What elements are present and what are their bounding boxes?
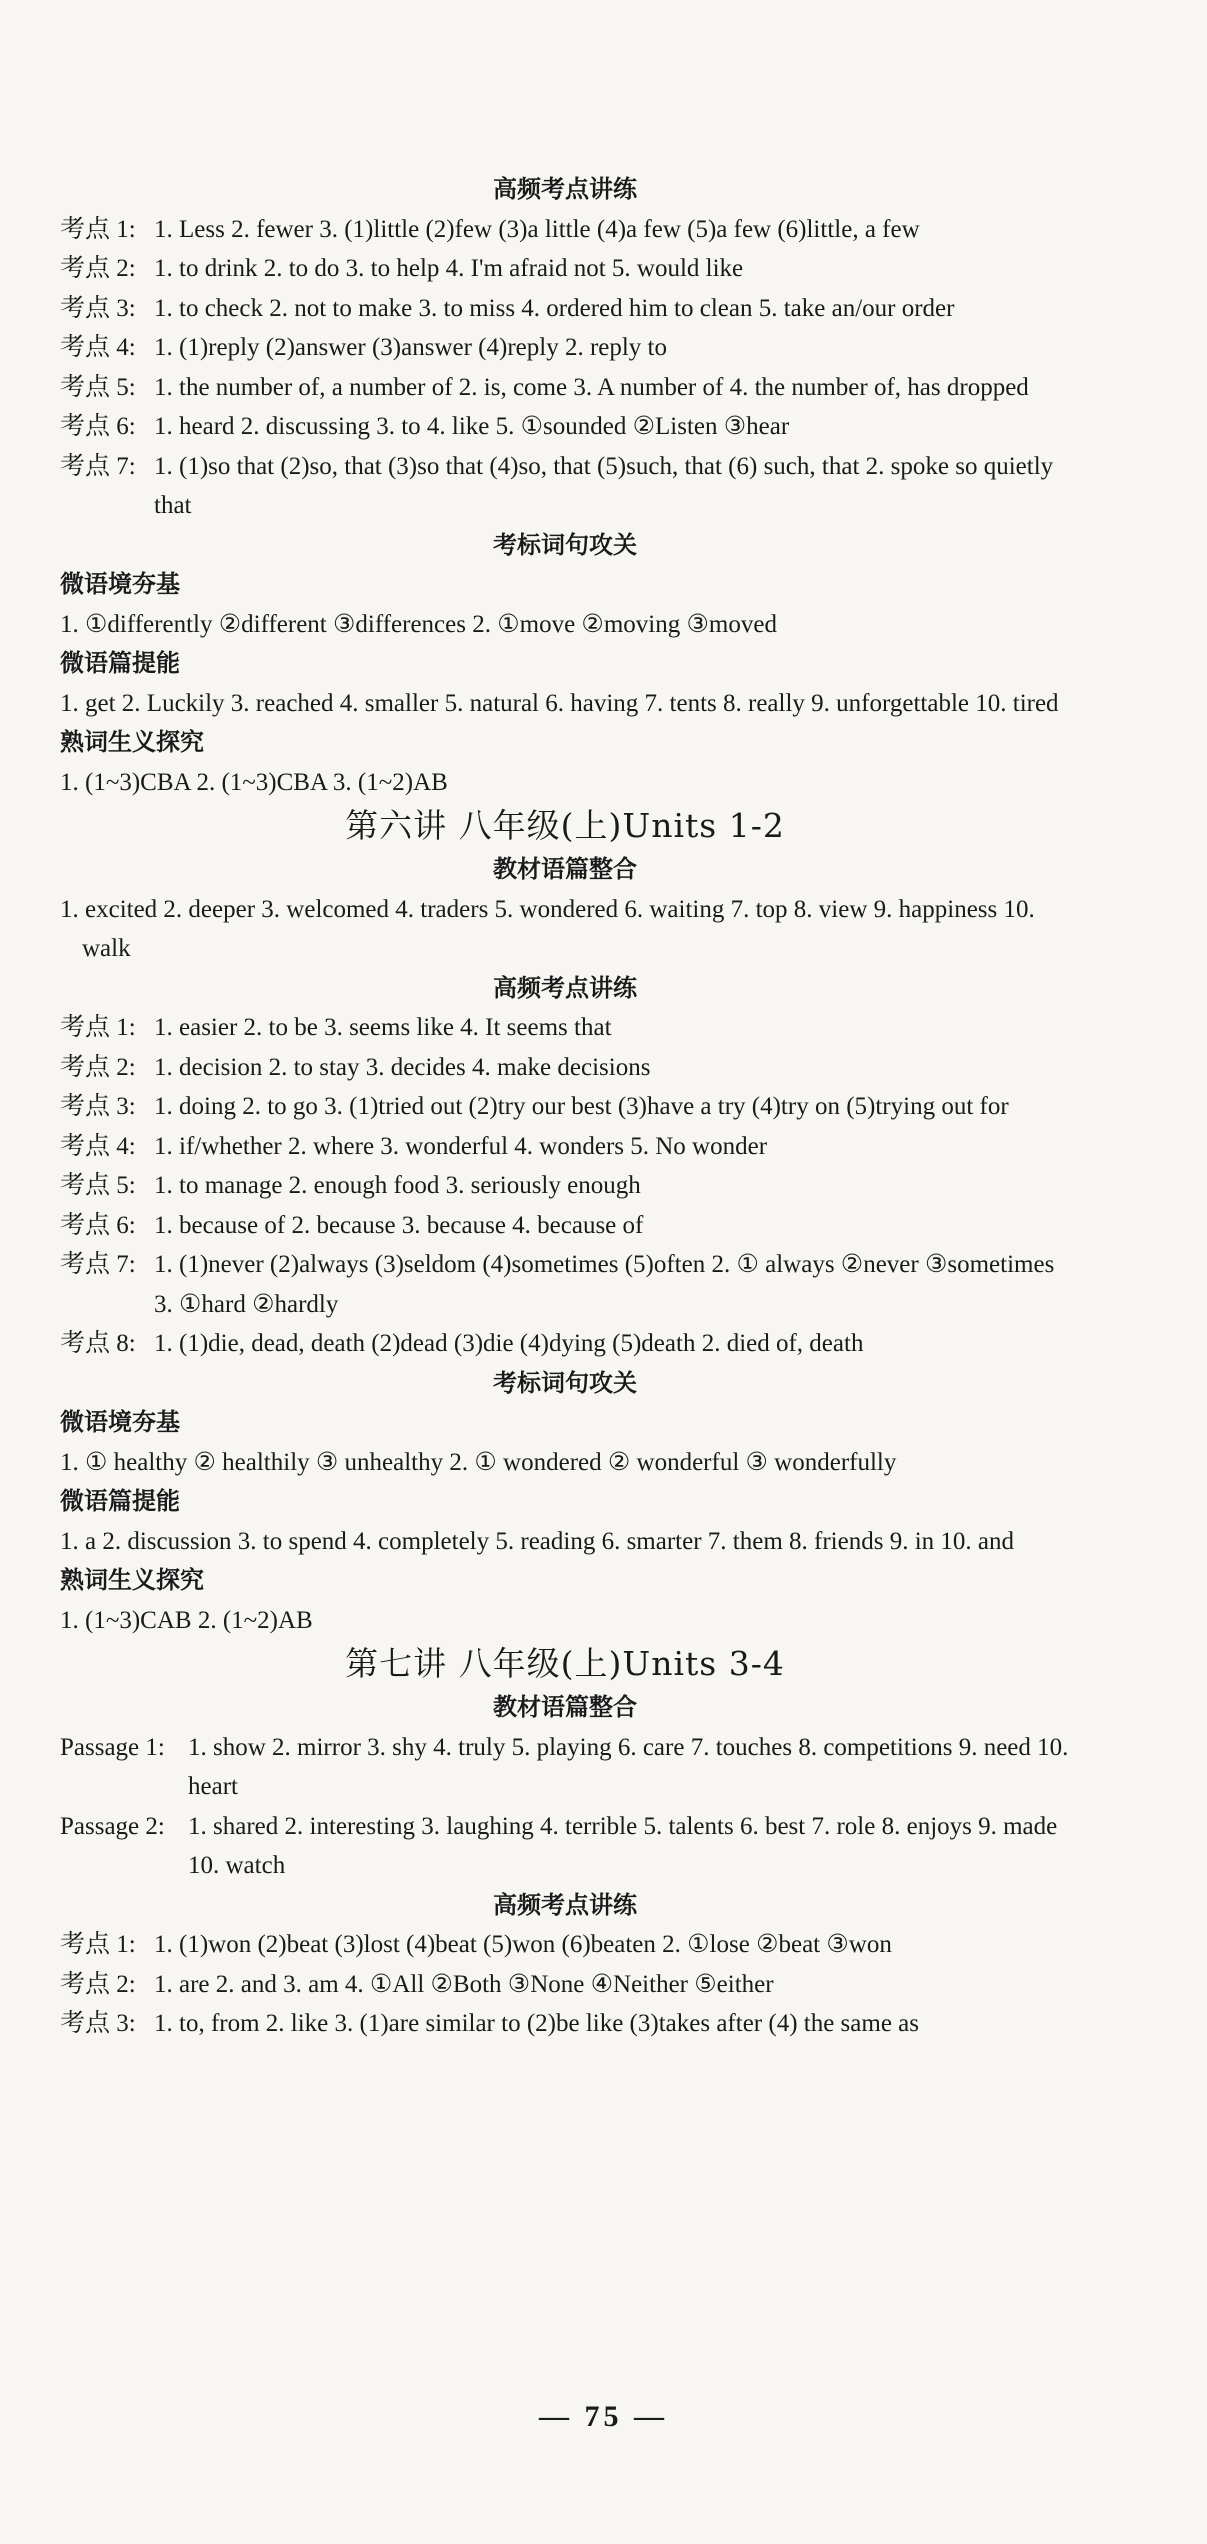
sub-heading: 微语境夯基 (60, 570, 180, 598)
entry-label: 考点 6: (60, 1211, 136, 1239)
section-heading: 高频考点讲练 (493, 973, 637, 1002)
entry-text: 1. to, from 2. like 3. (1)are similar to (2)be like (3)takes after (4) the same as (154, 2010, 920, 2037)
page-number: — 75 — (539, 2400, 668, 2433)
lesson-title: 第六讲 八年级(上)Units 1-2 (345, 806, 785, 845)
kaodian-entry (60, 1166, 1070, 1206)
entry-label: 考点 5: (60, 1172, 136, 1199)
entry-text: 1. easier 2. to be 3. seems like 4. It seems that (154, 1014, 612, 1041)
entry-text: 1. if/whether 2. where 3. wonderful 4. wonders 5. No wonder (154, 1132, 768, 1160)
section-heading: 教材语篇整合 (493, 855, 637, 883)
answer-line: 1. ① healthy ② healthily ③ unhealthy 2. ① wondered ② wonderful ③ wonderfully (60, 1448, 897, 1476)
entry-text: 1. (1)won (2)beat (3)lost (4)beat (5)won (6)beaten 2. ①lose ②beat ③won (154, 1931, 892, 1958)
entry-label: 考点 6: (60, 413, 136, 440)
entry-label: 考点 2: (60, 255, 136, 282)
kaodian-entry (60, 447, 1070, 526)
entry-text: 1. because of 2. because 3. because 4. because of (154, 1211, 644, 1239)
entry-label: 考点 1: (60, 1931, 136, 1958)
kaodian-entry (60, 1008, 1070, 1048)
entry-text: 1. to manage 2. enough food 3. seriously enough (154, 1172, 641, 1199)
entry-label: 考点 3: (60, 294, 136, 322)
entry-label: 考点 4: (60, 334, 136, 361)
answer-line: 1. get 2. Luckily 3. reached 4. smaller 5. natural 6. having 7. tents 8. really 9. unforgettable 10. tired (60, 689, 1059, 717)
answer-line: 1. excited 2. deeper 3. welcomed 4. traders 5. wondered 6. waiting 7. top 8. view 9. happiness 10. walk (60, 895, 1035, 962)
kaodian-entry (60, 407, 1070, 447)
kaodian-entry (60, 249, 1070, 289)
kaodian-entry (60, 1206, 1070, 1246)
kaodian-entry (60, 289, 1070, 329)
lesson-title: 第七讲 八年级(上)Units 3-4 (345, 1644, 785, 1683)
entry-text: 1. heard 2. discussing 3. to 4. like 5. ①sounded ②Listen ③hear (154, 413, 790, 440)
kaodian-entry (60, 1245, 1070, 1324)
kaodian-entry (60, 1087, 1070, 1127)
sub-heading: 微语境夯基 (60, 1408, 180, 1436)
entry-label: 考点 2: (60, 1970, 136, 1998)
entry-text: 1. (1)die, dead, death (2)dead (3)die (4)dying (5)death 2. died of, death (154, 1330, 864, 1357)
entry-text: 1. show 2. mirror 3. shy 4. truly 5. playing 6. care 7. touches 8. competitions 9. need 10. heart (188, 1733, 1069, 1800)
kaodian-entry (60, 2004, 1070, 2044)
entry-label: 考点 2: (60, 1053, 136, 1081)
entry-text: 1. Less 2. fewer 3. (1)little (2)few (3)a little (4)a few (5)a few (6)little, a few (154, 215, 920, 243)
passage-entry (60, 1807, 1070, 1886)
entry-text: 1. to drink 2. to do 3. to help 4. I'm afraid not 5. would like (154, 255, 744, 282)
answer-key-content (60, 170, 1070, 2044)
entry-text: 1. shared 2. interesting 3. laughing 4. terrible 5. talents 6. best 7. role 8. enjoys 9. made 10. watch (188, 1812, 1058, 1879)
section-heading: 高频考点讲练 (493, 1890, 637, 1919)
sub-heading: 熟词生义探究 (60, 728, 204, 756)
entry-text: 1. (1)so that (2)so, that (3)so that (4)so, that (5)such, that (6) such, that 2. spoke so quietly that (154, 452, 1054, 519)
kaodian-entry (60, 328, 1070, 368)
answer-line: 1. ①differently ②different ③differences 2. ①move ②moving ③moved (60, 610, 777, 638)
entry-text: 1. to check 2. not to make 3. to miss 4. ordered him to clean 5. take an/our order (154, 294, 955, 322)
kaodian-entry (60, 1965, 1070, 2005)
entry-label: 考点 4: (60, 1132, 136, 1160)
entry-label: 考点 5: (60, 373, 136, 401)
entry-label: Passage 1: (60, 1733, 165, 1761)
entry-label: 考点 1: (60, 1014, 136, 1041)
entry-label: Passage 2: (60, 1812, 165, 1840)
entry-text: 1. (1)never (2)always (3)seldom (4)sometimes (5)often 2. ① always ②never ③sometimes 3. ①hard ②hardly (154, 1251, 1055, 1318)
answer-line: 1. a 2. discussion 3. to spend 4. completely 5. reading 6. smarter 7. them 8. friends 9. in 10. and (60, 1527, 1014, 1555)
entry-label: 考点 3: (60, 2010, 136, 2037)
entry-text: 1. decision 2. to stay 3. decides 4. make decisions (154, 1053, 651, 1081)
answer-line: 1. (1~3)CBA 2. (1~3)CBA 3. (1~2)AB (60, 768, 448, 796)
kaodian-entry (60, 1048, 1070, 1088)
sub-heading: 微语篇提能 (60, 649, 180, 677)
entry-text: 1. doing 2. to go 3. (1)tried out (2)try our best (3)have a try (4)try on (5)trying out for (154, 1093, 1009, 1120)
entry-text: 1. are 2. and 3. am 4. ①All ②Both ③None ④Neither ⑤either (154, 1970, 774, 1998)
kaodian-entry (60, 1127, 1070, 1167)
entry-text: 1. (1)reply (2)answer (3)answer (4)reply 2. reply to (154, 334, 668, 361)
kaodian-entry (60, 210, 1070, 250)
section-heading: 考标词句攻关 (493, 530, 637, 559)
kaodian-entry (60, 368, 1070, 408)
kaodian-entry (60, 1925, 1070, 1965)
entry-label: 考点 1: (60, 215, 136, 243)
section-heading: 教材语篇整合 (493, 1693, 637, 1721)
sub-heading: 熟词生义探究 (60, 1566, 204, 1594)
sub-heading: 微语篇提能 (60, 1487, 180, 1515)
entry-label: 考点 7: (60, 1251, 136, 1278)
entry-label: 考点 7: (60, 452, 136, 480)
entry-label: 考点 8: (60, 1330, 136, 1357)
section-heading: 考标词句攻关 (493, 1368, 637, 1397)
section-heading: 高频考点讲练 (493, 175, 637, 203)
entry-label: 考点 3: (60, 1093, 136, 1120)
entry-text: 1. the number of, a number of 2. is, come 3. A number of 4. the number of, has dropped (154, 373, 1029, 401)
kaodian-entry (60, 1324, 1070, 1364)
passage-entry (60, 1728, 1070, 1807)
answer-line: 1. (1~3)CAB 2. (1~2)AB (60, 1606, 313, 1634)
